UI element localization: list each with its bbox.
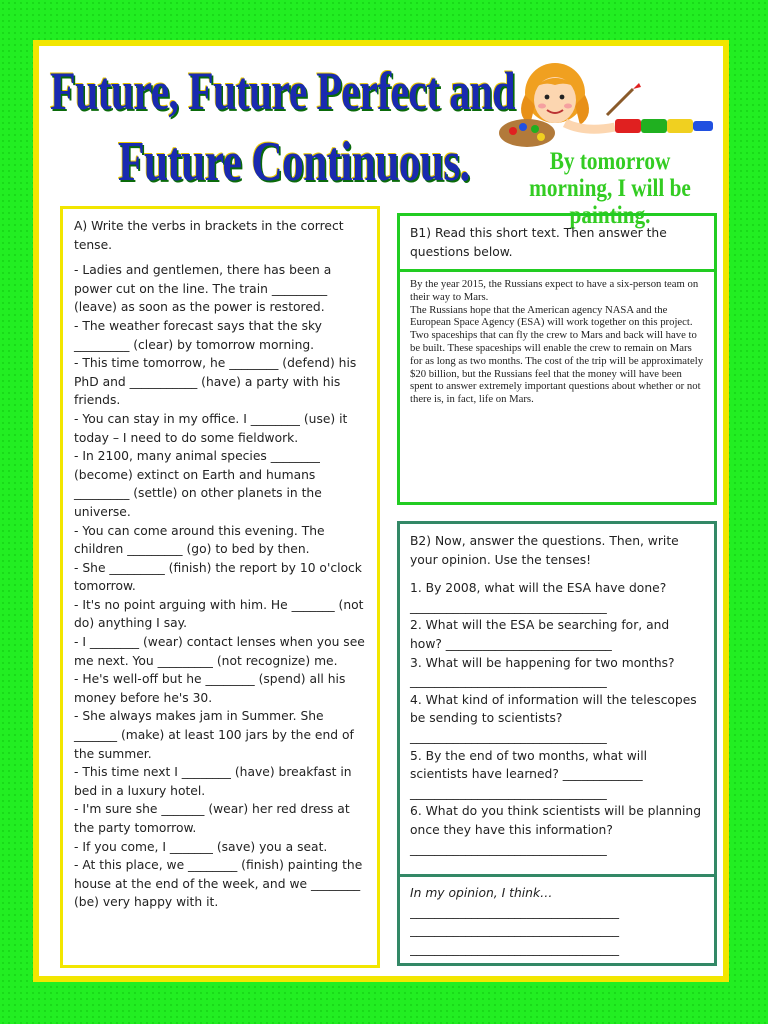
section-b2-box bbox=[397, 521, 717, 875]
reading-text-paragraph-2: The Russians hope that the American agency NASA and the European Space Agency (ESA) will work together on this project. Two spaceships that can fly the crew to Mars and back will have to be built. These spaceships will enable the crew to remain on Mars for as long as two months. The cost of the trip will be approximately $20 billion, but the Russians feel that the money will have been spent to answer extremely important questions about whether or not there is, in fact, life on Mars. bbox=[410, 303, 704, 406]
exercise-item: - This time tomorrow, he ________ (defend) his PhD and ___________ (have) a party with his friends. bbox=[74, 356, 357, 408]
question-item: 3. What will be happening for two months? ________________________________ bbox=[410, 655, 675, 689]
exercise-item: - In 2100, many animal species ________ (become) extinct on Earth and humans _________ (settle) on other planets in the universe. bbox=[74, 449, 322, 519]
exercise-item: - I'm sure she _______ (wear) her red dress at the party tomorrow. bbox=[74, 802, 350, 835]
exercise-item: - The weather forecast says that the sky _________ (clear) by tomorrow morning. bbox=[74, 318, 322, 352]
question-item: 4. What kind of information will the telescopes be sending to scientists? ________________________________ bbox=[410, 692, 697, 744]
page-title-line-2: Future Continuous. bbox=[118, 131, 470, 193]
exercise-item: - If you come, I _______ (save) you a seat. bbox=[74, 839, 328, 854]
question-item: 5. By the end of two months, what will scientists have learned? _____________ ________________________________ bbox=[410, 748, 648, 800]
exercise-item: - I ________ (wear) contact lenses when you see me next. You _________ (not recognize) me. bbox=[74, 635, 365, 668]
exercise-item: - This time next I ________ (have) breakfast in bed in a luxury hotel. bbox=[74, 765, 352, 798]
section-a-instruction: A) Write the verbs in brackets in the correct tense. bbox=[74, 219, 344, 252]
exercise-item: - At this place, we ________ (finish) painting the house at the end of the week, and we ________ (be) very happy with it. bbox=[74, 858, 363, 910]
exercise-item: - Ladies and gentlemen, there has been a power cut on the line. The train _________ (leave) as soon as the power is restored. bbox=[74, 263, 332, 315]
reading-text-paragraph-1: By the year 2015, the Russians expect to have a six-person team on their way to Mars. bbox=[410, 278, 699, 303]
page-title-line-1: Future, Future Perfect and bbox=[50, 61, 515, 121]
exercise-item: - You can come around this evening. The children _________ (go) to bed by then. bbox=[74, 523, 325, 557]
painter-girl-illustration bbox=[495, 55, 725, 150]
answer-line: __________________________________ bbox=[410, 923, 620, 938]
exercise-item: - She _________ (finish) the report by 10 o'clock tomorrow. bbox=[74, 560, 362, 594]
section-b1-text-box bbox=[397, 269, 717, 505]
question-item: 1. By 2008, what will the ESA have done? ________________________________ bbox=[410, 581, 667, 614]
section-b1-header-box bbox=[397, 213, 717, 271]
opinion-box bbox=[397, 874, 717, 966]
question-item: 6. What do you think scientists will be planning once they have this information? ________________________________ bbox=[410, 804, 702, 856]
exercise-item: - He's well-off but he ________ (spend) all his money before he's 30. bbox=[74, 672, 346, 705]
exercise-item: - It's no point arguing with him. He _______ (not do) anything I say. bbox=[74, 597, 364, 631]
exercise-item: - She always makes jam in Summer. She _______ (make) at least 100 jars by the end of the summer. bbox=[74, 709, 354, 761]
exercise-item: - You can stay in my office. I ________ (use) it today – I need to do some fieldwork. bbox=[74, 411, 348, 445]
opinion-prompt: In my opinion, I think… bbox=[410, 886, 553, 900]
question-item: 2. What will the ESA be searching for, and how? ___________________________ bbox=[410, 618, 670, 651]
section-a-box bbox=[60, 206, 380, 968]
section-b2-instruction: B2) Now, answer the questions. Then, write your opinion. Use the tenses! bbox=[410, 534, 679, 567]
slogan: By tomorrow morning, I will be painting. bbox=[529, 148, 691, 229]
answer-line: __________________________________ bbox=[410, 904, 620, 919]
section-b1-instruction: B1) Read this short text. Then answer the questions below. bbox=[410, 226, 667, 259]
answer-line: __________________________________ bbox=[410, 941, 620, 956]
